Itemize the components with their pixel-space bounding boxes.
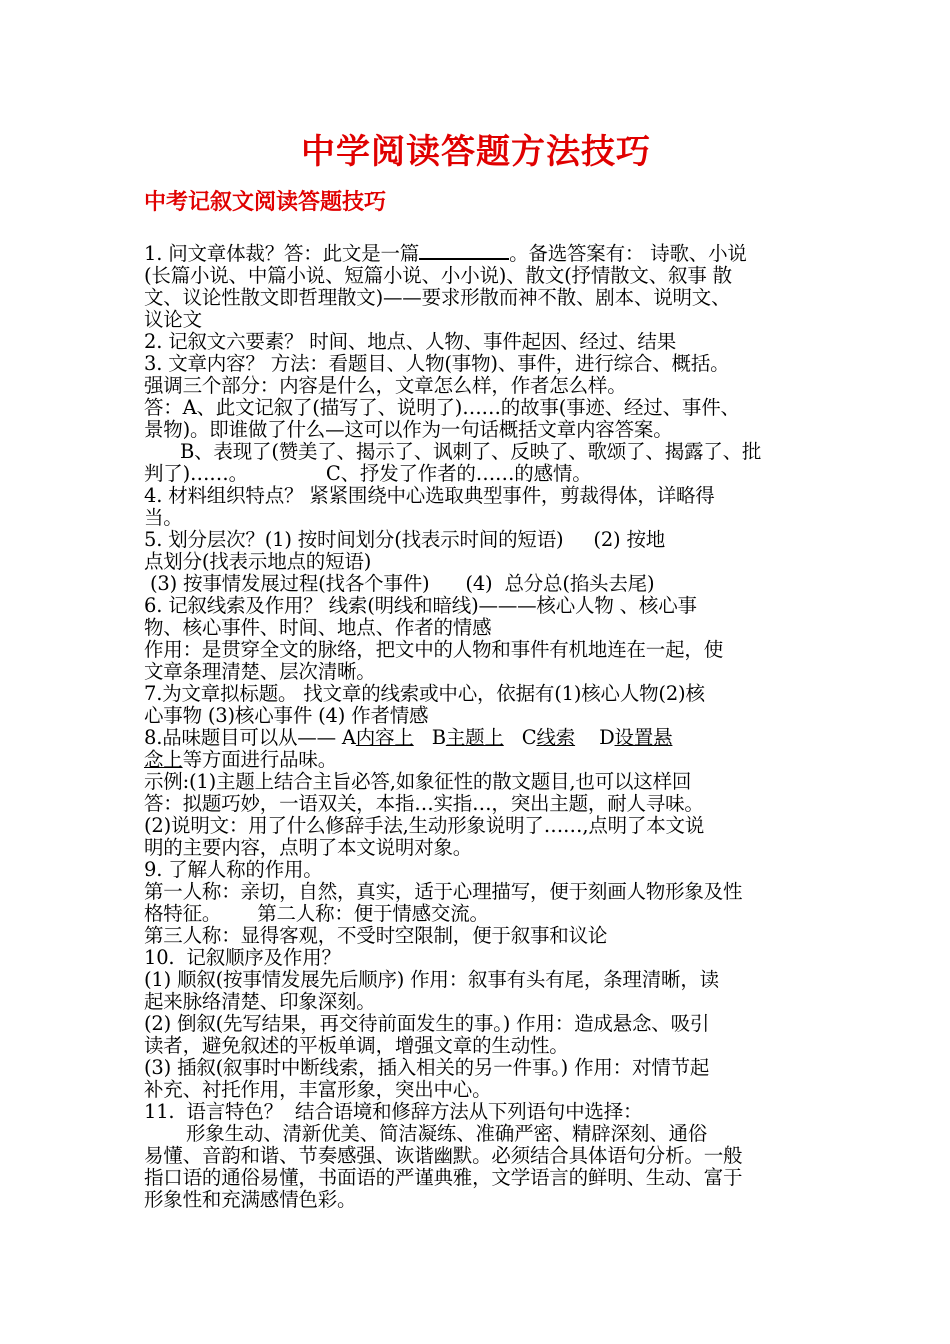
text-line: (2)说明文：用了什么修辞手法,生动形象说明了……,点明了本文说: [144, 815, 705, 837]
text-line: 第三人称：显得客观，不受时空限制，便于叙事和议论: [144, 925, 608, 947]
text-line: 示例:(1)主题上结合主旨必答,如象征性的散文题目,也可以这样回: [144, 771, 692, 793]
text-line: 1. 问文章体裁？答：此文是一篇 。备选答案有： 诗歌、小说: [144, 242, 747, 265]
page-title: 中学阅读答题方法技巧: [301, 132, 651, 172]
text-line: 指口语的通俗易懂，书面语的严谨典雅，文学语言的鲜明、生动、富于: [144, 1167, 743, 1189]
text-line: 判了)……。 C、抒发了作者的……的感情。: [144, 463, 592, 485]
underlined-term: 内容上: [355, 727, 414, 749]
text-line: 明的主要内容，点明了本文说明对象。: [144, 837, 473, 859]
text-line: 文、议论性散文即哲理散文)——要求形散而神不散、剧本、说明文、: [144, 287, 731, 309]
text-line: B、表现了(赞美了、揭示了、讽刺了、反映了、歌颂了、揭露了、批: [144, 441, 762, 463]
text-line: 11. 语言特色？ 结合语境和修辞方法从下列语句中选择：: [144, 1101, 643, 1123]
text-line: 易懂、音韵和谐、节奏感强、诙谐幽默。必须结合具体语句分析。一般: [144, 1145, 743, 1167]
text-line: 念上等方面进行品味。: [144, 749, 338, 771]
text-line: (3) 插叙(叙事时中断线索，插入相关的另一件事。) 作用：对情节起: [144, 1057, 710, 1079]
text-line: 5. 划分层次？(1) 按时间划分(找表示时间的短语) (2) 按地: [144, 529, 666, 551]
text-line: 景物)。即谁做了什么—这可以作为一句话概括文章内容答案。: [144, 419, 673, 441]
text-line: 补充、衬托作用，丰富形象，突出中心。: [144, 1079, 492, 1101]
underlined-term: 主题上: [445, 727, 504, 749]
text-line: (1) 顺叙(按事情发展先后顺序) 作用：叙事有头有尾，条理清晰，读: [144, 969, 719, 991]
underlined-term: 设置悬: [614, 727, 673, 749]
text-line: 3. 文章内容？ 方法：看题目、人物(事物)、事件，进行综合、概括。: [144, 353, 730, 375]
text-line: 形象性和充满感情色彩。: [144, 1189, 357, 1211]
text-line: 6. 记叙线索及作用？ 线索(明线和暗线)———核心人物 、核心事: [144, 595, 697, 617]
document-body: [144, 242, 808, 1211]
text-line: 8.品味题目可以从—— A内容上 B主题上 C线索 D设置悬: [144, 727, 673, 749]
text-line: 读者，避免叙述的平板单调，增强文章的生动性。: [144, 1035, 569, 1057]
text-line: 文章条理清楚、层次清晰。: [144, 661, 376, 683]
text-line: (长篇小说、中篇小说、短篇小说、小小说)、散文(抒情散文、叙事 散: [144, 265, 732, 287]
text-line: 形象生动、清新优美、简洁凝练、准确严密、精辟深刻、通俗: [144, 1123, 708, 1145]
text-line: 格特征。 第二人称：便于情感交流。: [144, 903, 489, 925]
text-line: 9. 了解人称的作用。: [144, 859, 323, 881]
underlined-term: 念上: [144, 749, 183, 771]
text-line: 物、核心事件、时间、地点、作者的情感: [144, 617, 492, 639]
text-line: 作用：是贯穿全文的脉络，把文中的人物和事件有机地连在一起，使: [144, 639, 724, 661]
text-line: 强调三个部分：内容是什么，文章怎么样，作者怎么样。: [144, 375, 627, 397]
text-line: 点划分(找表示地点的短语): [144, 551, 372, 573]
text-line: (3) 按事情发展过程(找各个事件) (4) 总分总(掐头去尾): [144, 573, 655, 595]
text-line: 答：A、此文记叙了(描写了、说明了)……的故事(事迹、经过、事件、: [144, 397, 740, 419]
text-line: 当。: [144, 507, 183, 529]
text-line: 起来脉络清楚、印象深刻。: [144, 991, 376, 1013]
section-title: 中考记叙文阅读答题技巧: [144, 190, 387, 215]
answer-blank: [419, 242, 509, 260]
underlined-term: 线索: [536, 727, 576, 749]
text-line: 第一人称：亲切，自然，真实，适于心理描写，便于刻画人物形象及性: [144, 881, 743, 903]
text-line: 心事物 (3)核心事件 (4) 作者情感: [144, 705, 429, 727]
text-line: 议论文: [144, 309, 202, 331]
text-line: 答：拟题巧妙，一语双关，本指…实指…，突出主题，耐人寻味。: [144, 793, 704, 815]
text-line: 7.为文章拟标题。 找文章的线索或中心，依据有(1)核心人物(2)核: [144, 683, 705, 705]
text-line: 10. 记叙顺序及作用？: [144, 947, 341, 969]
text-line: (2) 倒叙(先写结果，再交待前面发生的事。) 作用：造成悬念、吸引: [144, 1013, 710, 1035]
text-line: 4. 材料组织特点？ 紧紧围绕中心选取典型事件，剪裁得体，详略得: [144, 485, 715, 507]
text-line: 2. 记叙文六要素？ 时间、地点、人物、事件起因、经过、结果: [144, 331, 677, 353]
